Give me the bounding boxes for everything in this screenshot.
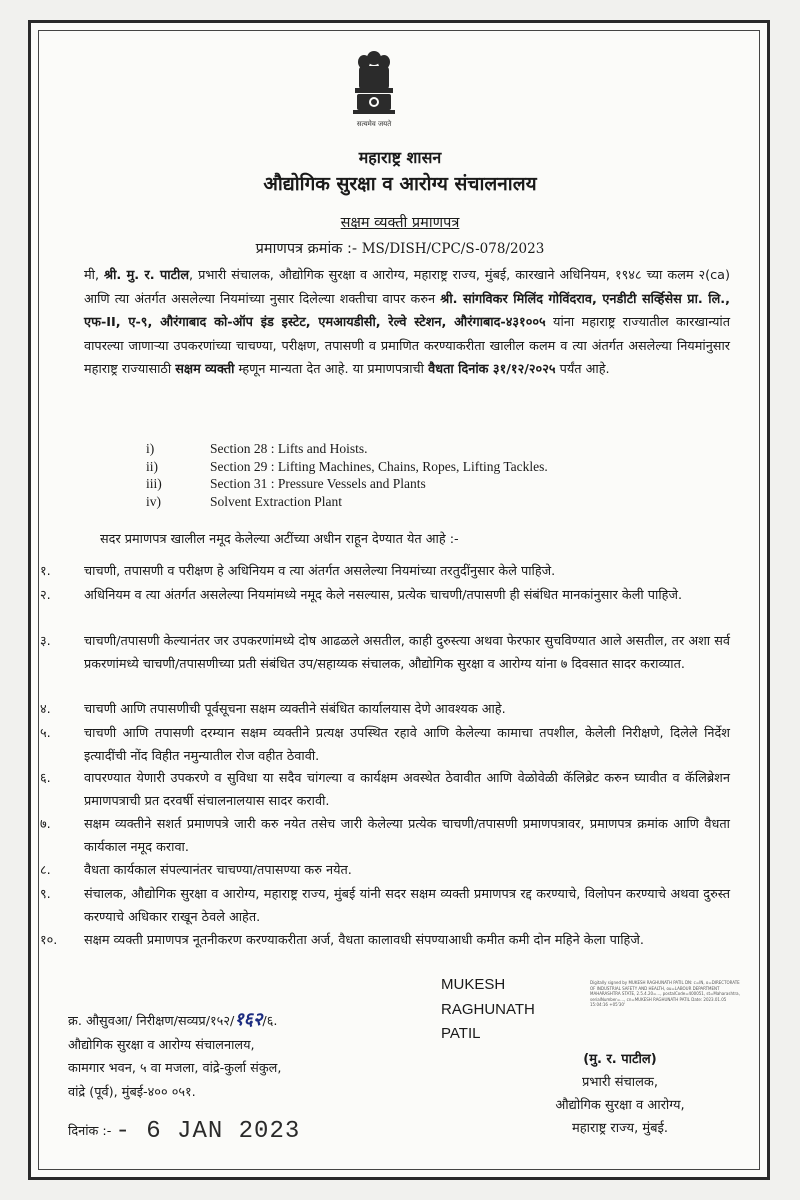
- reference-block: [68, 1008, 281, 1104]
- condition-text: सक्षम व्यक्तीने सशर्त प्रमाणपत्रे जारी करु नयेत तसेच जारी केलेल्या प्रत्येक चाचणी/तपासणी प्रमाणपत्रावर, प्रमाणपत्र क्रमांक आणि वैधता कार्यकाल नमूद करावा.: [84, 817, 730, 855]
- validity-date: वैधता दिनांक ३१/१२/२०२५: [428, 362, 556, 377]
- condition-text: चाचणी, तपासणी व परीक्षण हे अधिनियम व त्या अंतर्गत असलेल्या नियमांच्या तरतुदींनुसार केले पाहिजे.: [84, 564, 556, 579]
- condition-num: २.: [40, 588, 51, 603]
- signature-name-line: RAGHUNATH: [441, 1000, 535, 1018]
- section-num: iv): [146, 493, 161, 509]
- condition-num: ३.: [40, 634, 51, 649]
- date-stamp: - 6 JAN 2023: [115, 1118, 301, 1145]
- body-text: म्हणून मान्यता देत आहे. या प्रमाणपत्राची: [234, 362, 429, 377]
- officer-name: श्री. मु. र. पाटील: [104, 268, 190, 283]
- officer-signature-block: [520, 1048, 720, 1140]
- body-text: मी,: [84, 268, 105, 283]
- condition-num: ८.: [40, 863, 51, 878]
- condition-text: अधिनियम व त्या अंतर्गत असलेल्या नियमांमध्ये नमूद केले नसल्यास, प्रत्येक चाचणी/तपासणी ही संबंधित मानकांनुसार केली पाहिजे.: [84, 588, 683, 603]
- condition-text: चाचणी/तपासणी केल्यानंतर जर उपकरणांमध्ये दोष आढळले असतील, काही दुरुस्त्या अथवा फेरफार सुचविण्यात आले असतील, तर अशा सर्व प्रकरणांमध्ये चाचणी/तपासणीच्या प्रती संबंधित उप/सहाय्यक संचालक, औद्योगिक सुरक्षा व आरोग्य यांना ७ दिवसात सादर कराव्यात.: [84, 634, 730, 672]
- officer-designation: औद्योगिक सुरक्षा व आरोग्य,: [555, 1098, 685, 1113]
- condition-item: [40, 698, 730, 721]
- digital-signature-name: [441, 973, 535, 1047]
- condition-num: १०.: [40, 933, 58, 948]
- condition-item: [40, 883, 730, 929]
- condition-item: [40, 767, 730, 813]
- condition-num: ९.: [40, 887, 51, 902]
- section-text: Section 31 : Pressure Vessels and Plants: [210, 476, 426, 491]
- directorate-name: औद्योगिक सुरक्षा व आरोग्य संचालनालय: [263, 173, 537, 195]
- certificate-number: [0, 238, 800, 258]
- ref-prefix: क्र. औसुवआ/ निरीक्षण/सव्यप्र/१५२/: [68, 1014, 235, 1029]
- body-text: , प्रभारी संचालक, औद्योगिक सुरक्षा व आरोग्य, महाराष्ट्र राज्य, मुंबई, कारखाने अधिनियम, १९४८ च्या कलम २(ca) आणि त्या अंतर्गत असलेल्या नियमांच्या नुसार दिलेल्या शक्तीचा वापर करुन: [84, 268, 731, 307]
- condition-num: ६.: [40, 771, 51, 786]
- condition-text: चाचणी आणि तपासणीची पूर्वसूचना सक्षम व्यक्तीने संबंधित कार्यालयास देणे आवश्यक आहे.: [84, 702, 506, 717]
- address-line: वांद्रे (पूर्व), मुंबई-४०० ०५१.: [68, 1084, 196, 1100]
- signature-name-line: PATIL: [441, 1025, 481, 1042]
- section-text: Section 28 : Lifts and Hoists.: [210, 441, 368, 456]
- state-emblem-icon: [345, 48, 403, 140]
- section-text: Solvent Extraction Plant: [210, 493, 342, 509]
- condition-item: [40, 859, 730, 882]
- certificate-title: सक्षम व्यक्ती प्रमाणपत्र: [340, 215, 460, 231]
- sections-list: [146, 440, 548, 510]
- conditions-intro: सदर प्रमाणपत्र खालील नमूद केलेल्या अटींच्या अधीन राहून देण्यात येत आहे :-: [100, 532, 459, 547]
- list-item: [146, 475, 548, 493]
- officer-signatory-name: (मु. र. पाटील): [583, 1052, 657, 1067]
- condition-text: वैधता कार्यकाल संपल्यानंतर चाचण्या/तपासण्या करु नयेत.: [84, 863, 352, 878]
- ref-handwritten: १६२: [234, 1009, 263, 1030]
- section-num: ii): [146, 458, 158, 474]
- officer-designation: प्रभारी संचालक,: [581, 1075, 659, 1090]
- condition-item: [40, 813, 730, 859]
- condition-text: सक्षम व्यक्ती प्रमाणपत्र नूतनीकरण करण्याकरीता अर्ज, वैधता कालावधी संपण्याआधी कमीत कमी दोन महिने केला पाहिजे.: [84, 933, 644, 948]
- digital-signature-details: Digitally signed by MUKESH RAGHUNATH PATIL DN: c=IN, o=DIRECTORATE OF INDUSTRIAL SAFETY AND HEALTH, ou=LABOUR DEPARTMENT MAHARASHTRA STATE, 2.5.4.20=..., postalCode=400051, st=Maharashtra, serialNumber=..., cn=MUKESH RAGHUNATH PATIL Date: 2023.01.05 15:04:16 +05'30': [590, 980, 740, 1008]
- list-item: [146, 458, 548, 476]
- government-name: महाराष्ट्र शासन: [358, 148, 442, 167]
- list-item: [146, 440, 548, 458]
- competent-person-details: श्री. सांगविकर मिलिंद गोविंदराव, एनडीटी सर्व्हिसेस प्रा. लि., एफ-II, ए-९, औरंगाबाद को-ऑप इंड इस्टेट, एमआयडीसी, रेल्वे स्टेशन, औरंगाबाद-४३१००५: [84, 291, 731, 330]
- date-label: दिनांक :-: [68, 1124, 112, 1139]
- address-line: कामगार भवन, ५ वा मजला, वांद्रे-कुर्ला संकुल,: [68, 1061, 282, 1076]
- condition-text: वापरण्यात येणारी उपकरणे व सुविधा या सदैव चांगल्या व कार्यक्षम अवस्थेत ठेवावीत आणि वेळोवेळी कॅलिब्रेट करुन घ्यावीत व कॅलिब्रेशन प्रमाणपत्राची प्रत दरवर्षी संचालनालयास सादर करावी.: [84, 771, 730, 809]
- condition-num: ५.: [40, 726, 51, 741]
- certificate-number-label: प्रमाणपत्र क्रमांक :-: [255, 241, 358, 257]
- body-text: पर्यंत आहे.: [555, 362, 610, 377]
- section-text: Section 29 : Lifting Machines, Chains, Ropes, Lifting Tackles.: [210, 458, 548, 474]
- emblem-motto: सत्यमेव जयते: [356, 120, 392, 128]
- body-text: यांना महाराष्ट्र राज्यातील कारखान्यांत वापरल्या जाणाऱ्या उपकरणांच्या चाचण्या, परीक्षण, तपासणी व प्रमाणित करण्याकरीता खालील कलम व त्या अंतर्गत असलेल्या नियमांनुसार महाराष्ट्र राज्यासाठी: [84, 315, 731, 377]
- condition-num: १.: [40, 564, 51, 579]
- condition-item: [40, 584, 730, 607]
- certificate-number-value: MS/DISH/CPC/S-078/2023: [361, 241, 545, 257]
- reference-number: [68, 1008, 281, 1034]
- competent-person-label: सक्षम व्यक्ती: [175, 362, 235, 377]
- condition-item: [40, 722, 730, 768]
- ref-suffix: /६.: [262, 1014, 278, 1029]
- condition-num: ७.: [40, 817, 51, 832]
- condition-item: [40, 929, 730, 952]
- section-num: iii): [146, 476, 162, 491]
- address-line: औद्योगिक सुरक्षा व आरोग्य संचालनालय,: [68, 1037, 255, 1053]
- date-row: [68, 1118, 300, 1145]
- signature-name-line: MUKESH: [441, 976, 506, 993]
- list-item: [146, 493, 548, 511]
- condition-item: [40, 630, 730, 676]
- officer-designation: महाराष्ट्र राज्य, मुंबई.: [571, 1121, 669, 1136]
- condition-item: [40, 560, 730, 583]
- condition-text: संचालक, औद्योगिक सुरक्षा व आरोग्य, महाराष्ट्र राज्य, मुंबई यांनी सदर सक्षम व्यक्ती प्रमाणपत्र रद्द करण्याचे, विलोपन करण्याचे अथवा दुरुस्त करण्याचे अधिकार राखून ठेवले आहेत.: [84, 887, 730, 925]
- certificate-body: [84, 264, 730, 382]
- condition-num: ४.: [40, 702, 51, 717]
- condition-text: चाचणी आणि तपासणी दरम्यान सक्षम व्यक्तीने प्रत्यक्ष उपस्थित रहावे आणि केलेल्या कामाचा तपशील, केलेली निरीक्षणे, दिलेले निर्देश इत्यादींची नोंद विहीत नमुन्यातील रोज वहीत ठेवावी.: [84, 726, 730, 764]
- section-num: i): [146, 441, 155, 456]
